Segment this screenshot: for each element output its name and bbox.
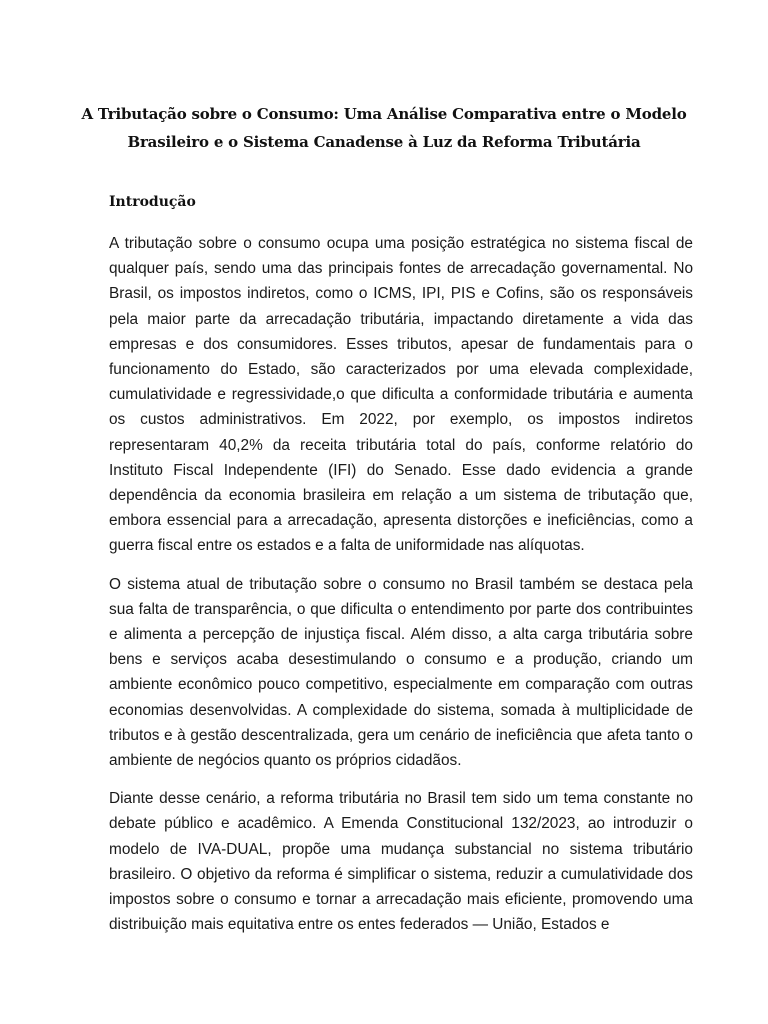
paragraph: A tributação sobre o consumo ocupa uma posição estratégica no sistema fiscal de qualquer país, sendo uma das principais fontes de arrecadação governamental. No Brasil, os impostos indiretos, como o ICMS, IPI, PIS e Cofins, são os responsáveis pela maior parte da arrecadação tributária, impactando diretamente a vida das empresas e dos consumidores. Esses tributos, apesar de fundamentais para o funcionamento do Estado, são caracterizados por uma elevada complexidade, cumulatividade e regressividade,o que dificulta a conformidade tributária e aumenta os custos administrativos. Em 2022, por exemplo, os impostos indiretos representaram 40,2% da receita tributária total do país, conforme relatório do Instituto Fiscal Independente (IFI) do Senado. Esse dado evidencia a grande dependência da economia brasileira em relação a um sistema de tributação que, embora essencial para a arrecadação, apresenta distorções e ineficiências, como a guerra fiscal entre os estados e a falta de uniformidade nas alíquotas. — [109, 235, 693, 555]
document-title: A Tributação sobre o Consumo: Uma Análise Comparativa entre o Modelo Brasileiro e o Sistema Canadense à Luz da Reforma Tributária — [81, 105, 687, 151]
paragraph: O sistema atual de tributação sobre o consumo no Brasil também se destaca pela sua falta de transparência, o que dificulta o entendimento por parte dos contribuintes e alimenta a percepção de injustiça fiscal. Além disso, a alta carga tributária sobre bens e serviços acaba desestimulando o consumo e a produção, criando um ambiente econômico pouco competitivo, especialmente em comparação com outras economias desenvolvidas. A complexidade do sistema, somada à multiplicidade de tributos e à gestão descentralizada, gera um cenário de ineficiência que afeta tanto o ambiente de negócios quanto os próprios cidadãos. — [109, 575, 693, 770]
paragraph: Diante desse cenário, a reforma tributária no Brasil tem sido um tema constante no debate público e acadêmico. A Emenda Constitucional 132/2023, ao introduzir o modelo de IVA-DUAL, propõe uma mudança substancial no sistema tributário brasileiro. O objetivo da reforma é simplificar o sistema, reduzir a cumulatividade dos impostos sobre o consumo e tornar a arrecadação mais eficiente, promovendo uma distribuição mais equitativa entre os entes federados — União, Estados e — [109, 790, 693, 934]
document-body — [109, 231, 693, 950]
section-heading: Introdução — [109, 194, 196, 210]
